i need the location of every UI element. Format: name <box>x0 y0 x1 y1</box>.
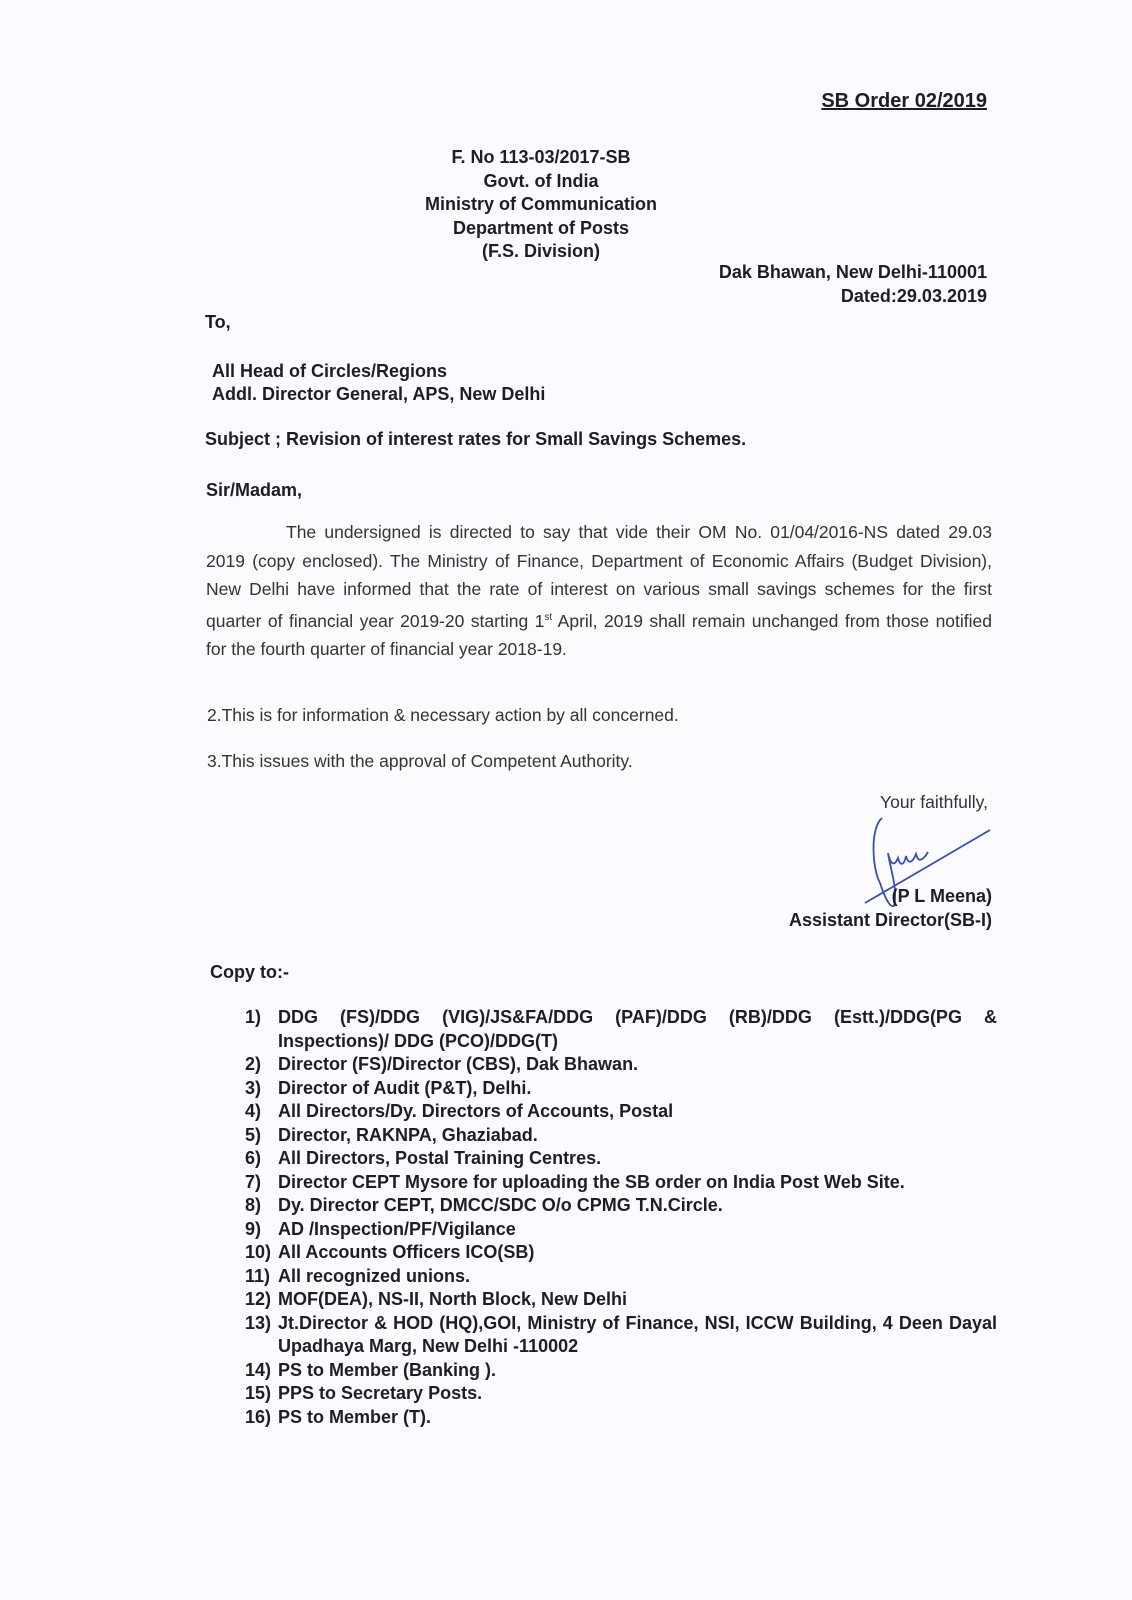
item-text: AD /Inspection/PF/Vigilance <box>278 1218 516 1239</box>
item-number: 12) <box>245 1289 272 1309</box>
list-item <box>245 1406 997 1430</box>
item-number: 5) <box>245 1124 262 1145</box>
place-date <box>719 260 987 308</box>
item-number: 6) <box>245 1148 262 1168</box>
item-text: Dy. Director CEPT, DMCC/SDC O/o CPMG T.N.Circle. <box>278 1195 723 1215</box>
item-number: 11) <box>245 1265 271 1286</box>
list-item <box>245 1171 997 1195</box>
signatory <box>789 884 992 932</box>
paragraph-text: The undersigned is directed to say that vide their OM No. 01/04/2016-NS dated 29.03 2019 (copy enclosed). The Ministry of Finance, Department of Economic Affairs (Budget Division), New Delhi have informed that the rate of interest on various small savings schemes for the first quarter of financial year 2019-20 starting 1 <box>206 522 992 631</box>
item-text: DDG (FS)/DDG (VIG)/JS&FA/DDG (PAF)/DDG (RB)/DDG (Estt.)/DDG(PG & Inspections)/ DDG (PCO)/DDG(T) <box>278 1007 997 1051</box>
item-number: 3) <box>245 1077 262 1098</box>
list-item <box>245 1241 997 1265</box>
to-label: To, <box>205 312 231 332</box>
paragraph-text: April, 2019 shall remain unchanged from those notified for the fourth quarter of financial year 2018-19. <box>206 610 992 660</box>
item-number: 10) <box>245 1242 272 1262</box>
list-item <box>245 1382 997 1406</box>
government: Govt. of India <box>483 170 599 191</box>
file-number: F. No 113-03/2017-SB <box>451 147 631 167</box>
list-item <box>245 1288 997 1312</box>
signatory-title: Assistant Director(SB-I) <box>788 910 992 930</box>
list-item <box>245 1265 997 1289</box>
item-text: Director (FS)/Director (CBS), Dak Bhawan. <box>278 1054 639 1074</box>
item-text: All recognized unions. <box>278 1265 471 1286</box>
addressee: Addl. Director General, APS, New Delhi <box>212 384 546 404</box>
item-text: All Directors, Postal Training Centres. <box>278 1148 602 1168</box>
superscript: st <box>544 611 553 623</box>
signatory-name: (P L Meena) <box>891 886 992 906</box>
addressees <box>212 360 545 406</box>
letter-header <box>341 146 741 264</box>
list-item <box>245 1100 997 1124</box>
item-number: 9) <box>245 1218 262 1239</box>
item-text: PPS to Secretary Posts. <box>278 1383 483 1403</box>
division: (F.S. Division) <box>481 241 600 262</box>
list-item <box>245 1077 997 1101</box>
list-item <box>245 1053 997 1077</box>
item-text: All Accounts Officers ICO(SB) <box>278 1242 535 1262</box>
item-text: Director of Audit (P&T), Delhi. <box>278 1077 532 1098</box>
list-item <box>245 1218 997 1242</box>
item-number: 14) <box>245 1359 272 1380</box>
closing: Your faithfully, <box>880 792 988 812</box>
item-text: Director, RAKNPA, Ghaziabad. <box>278 1124 538 1145</box>
subject: Subject ; Revision of interest rates for Small Savings Schemes. <box>205 429 747 449</box>
list-item <box>245 1147 997 1171</box>
item-text: All Directors/Dy. Directors of Accounts, Postal <box>278 1101 674 1121</box>
list-item <box>245 1124 997 1148</box>
item-text: Jt.Director & HOD (HQ),GOI, Ministry of Finance, NSI, ICCW Building, 4 Deen Dayal Upadhaya Marg, New Delhi -110002 <box>278 1312 997 1356</box>
list-item <box>245 1312 997 1359</box>
copy-to-list <box>245 1006 997 1429</box>
ministry: Ministry of Communication <box>424 194 657 215</box>
order-number: SB Order 02/2019 <box>821 90 987 112</box>
item-text: PS to Member (Banking ). <box>278 1359 497 1380</box>
copy-to-label: Copy to:- <box>210 962 289 982</box>
item-number: 7) <box>245 1171 262 1192</box>
date: Dated:29.03.2019 <box>840 286 987 306</box>
salutation: Sir/Madam, <box>206 480 303 500</box>
paragraph-2: 2.This is for information & necessary action by all concerned. <box>207 705 679 725</box>
paragraph-3: 3.This issues with the approval of Competent Authority. <box>207 751 633 771</box>
addressee: All Head of Circles/Regions <box>212 361 448 381</box>
item-text: Director CEPT Mysore for uploading the SB order on India Post Web Site. <box>278 1171 905 1192</box>
item-text: MOF(DEA), NS-II, North Block, New Delhi <box>278 1289 628 1309</box>
item-text: PS to Member (T). <box>278 1406 432 1427</box>
item-number: 13) <box>245 1312 272 1333</box>
list-item <box>245 1194 997 1218</box>
list-item <box>245 1359 997 1383</box>
body-paragraph <box>206 518 992 664</box>
item-number: 16) <box>245 1406 272 1427</box>
place: Dak Bhawan, New Delhi-110001 <box>718 262 987 282</box>
item-number: 4) <box>245 1101 262 1121</box>
department: Department of Posts <box>452 217 630 238</box>
item-number: 2) <box>245 1054 262 1074</box>
item-number: 15) <box>245 1383 272 1403</box>
item-number: 8) <box>245 1195 262 1215</box>
item-number: 1) <box>245 1007 262 1027</box>
list-item <box>245 1006 997 1053</box>
